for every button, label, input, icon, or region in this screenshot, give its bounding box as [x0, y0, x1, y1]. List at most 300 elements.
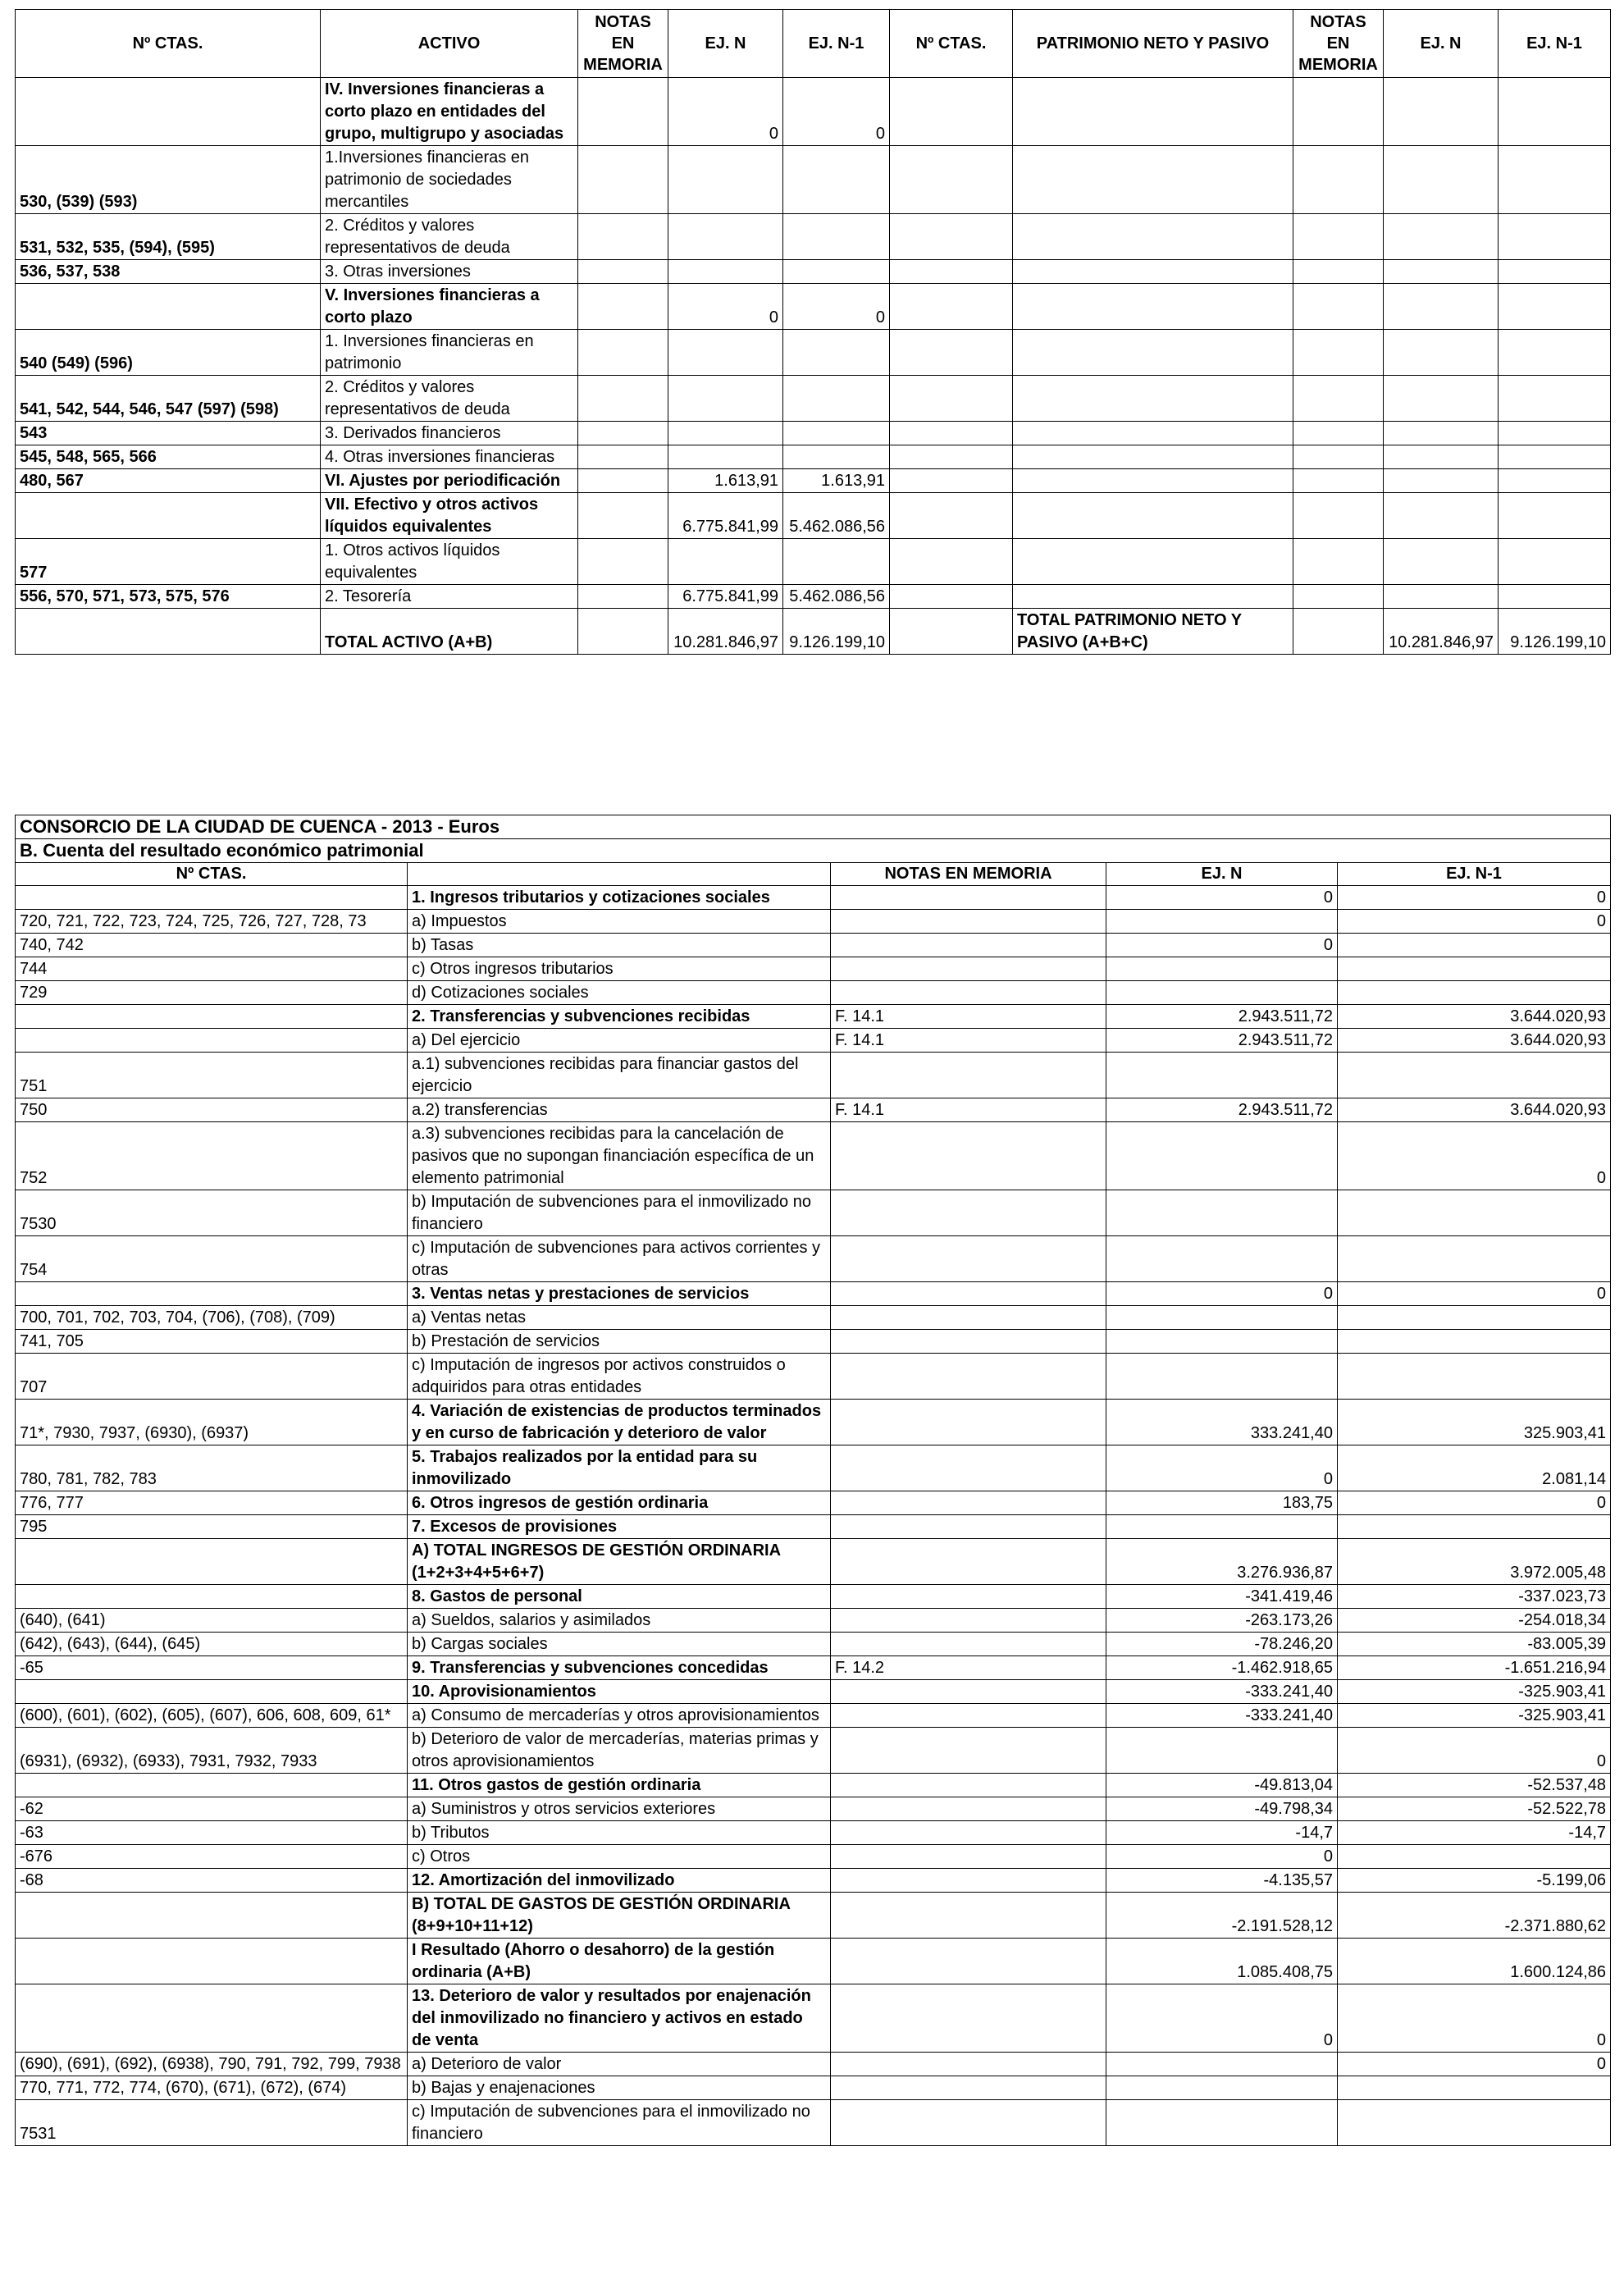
total-notes-cell	[578, 609, 668, 655]
balance-row	[16, 469, 1611, 493]
result-concept: a) Deterioro de valor	[408, 2053, 831, 2076]
liab-notes-cell	[1293, 376, 1384, 422]
value-ej-n1	[783, 260, 890, 284]
liab-account-codes	[890, 493, 1013, 539]
liab-notes-cell	[1293, 445, 1384, 469]
header-notas-left: NOTAS EN MEMORIA	[578, 10, 668, 78]
balance-header-row	[16, 10, 1611, 78]
header-ctas-left: Nº CTAS.	[16, 10, 321, 78]
liab-value-ej-n1	[1499, 493, 1611, 539]
account-codes: (640), (641)	[16, 1609, 408, 1633]
value-ej-n1	[1338, 981, 1611, 1005]
result-row	[16, 1609, 1611, 1633]
liab-value-ej-n1	[1499, 260, 1611, 284]
liab-concept	[1013, 469, 1293, 493]
account-codes: 536, 537, 538	[16, 260, 321, 284]
notes-cell	[831, 1122, 1106, 1190]
notes-cell	[831, 1190, 1106, 1236]
account-codes: 795	[16, 1515, 408, 1539]
account-codes	[16, 1029, 408, 1053]
liab-value-ej-n	[1384, 539, 1499, 585]
notes-cell: F. 14.1	[831, 1029, 1106, 1053]
result-concept: a.3) subvenciones recibidas para la cancelación de pasivos que no supongan financiación específica de un elemento patrimonial	[408, 1122, 831, 1190]
liab-notes-cell	[1293, 493, 1384, 539]
header-ej-n-right: EJ. N	[1384, 10, 1499, 78]
result-row	[16, 1728, 1611, 1774]
liab-account-codes	[890, 330, 1013, 376]
result-header-ctas: Nº CTAS.	[16, 863, 408, 886]
account-codes: (6931), (6932), (6933), 7931, 7932, 7933	[16, 1728, 408, 1774]
liab-value-ej-n	[1384, 146, 1499, 214]
result-concept: c) Imputación de subvenciones para activos corrientes y otras	[408, 1236, 831, 1282]
liab-concept	[1013, 214, 1293, 260]
result-concept: 6. Otros ingresos de gestión ordinaria	[408, 1491, 831, 1515]
notes-cell	[578, 422, 668, 445]
asset-concept: 2. Tesorería	[321, 585, 578, 609]
notes-cell	[831, 1053, 1106, 1098]
total-liab-notes-cell	[1293, 609, 1384, 655]
liab-concept	[1013, 585, 1293, 609]
account-codes: 700, 701, 702, 703, 704, (706), (708), (709)	[16, 1306, 408, 1330]
value-ej-n: 0	[1106, 1282, 1338, 1306]
value-ej-n1	[783, 422, 890, 445]
liab-concept	[1013, 78, 1293, 146]
value-ej-n	[1106, 1330, 1338, 1354]
notes-cell	[831, 2076, 1106, 2100]
liab-account-codes	[890, 422, 1013, 445]
value-ej-n: -333.241,40	[1106, 1704, 1338, 1728]
account-codes: 770, 771, 772, 774, (670), (671), (672), (674)	[16, 2076, 408, 2100]
value-ej-n: -14,7	[1106, 1821, 1338, 1845]
liab-value-ej-n	[1384, 260, 1499, 284]
result-row	[16, 1515, 1611, 1539]
value-ej-n	[668, 146, 783, 214]
asset-concept: 4. Otras inversiones financieras	[321, 445, 578, 469]
notes-cell	[831, 1821, 1106, 1845]
value-ej-n1: 1.613,91	[783, 469, 890, 493]
account-codes: 750	[16, 1098, 408, 1122]
result-row	[16, 1282, 1611, 1306]
value-ej-n: 0	[1106, 1445, 1338, 1491]
notes-cell	[831, 1445, 1106, 1491]
liab-value-ej-n1	[1499, 445, 1611, 469]
result-row	[16, 886, 1611, 910]
result-row	[16, 1098, 1611, 1122]
result-concept: b) Tasas	[408, 934, 831, 957]
balance-row	[16, 214, 1611, 260]
liab-account-codes	[890, 539, 1013, 585]
result-concept: a) Impuestos	[408, 910, 831, 934]
result-concept: b) Bajas y enajenaciones	[408, 2076, 831, 2100]
value-ej-n1: 2.081,14	[1338, 1445, 1611, 1491]
account-codes: 545, 548, 565, 566	[16, 445, 321, 469]
result-subtitle-row	[16, 839, 1611, 863]
value-ej-n1: 0	[783, 284, 890, 330]
value-ej-n: -49.798,34	[1106, 1797, 1338, 1821]
value-ej-n1: 0	[1338, 910, 1611, 934]
value-ej-n: -341.419,46	[1106, 1585, 1338, 1609]
result-header-ej-n: EJ. N	[1106, 863, 1338, 886]
balance-body	[16, 78, 1611, 655]
value-ej-n	[1106, 981, 1338, 1005]
value-ej-n1	[783, 214, 890, 260]
value-ej-n1: 0	[1338, 1491, 1611, 1515]
notes-cell	[831, 1633, 1106, 1656]
account-codes: (642), (643), (644), (645)	[16, 1633, 408, 1656]
value-ej-n: 333.241,40	[1106, 1400, 1338, 1445]
value-ej-n1: 5.462.086,56	[783, 493, 890, 539]
value-ej-n: 0	[668, 284, 783, 330]
account-codes: 556, 570, 571, 573, 575, 576	[16, 585, 321, 609]
account-codes: 480, 567	[16, 469, 321, 493]
value-ej-n1	[1338, 1330, 1611, 1354]
liab-concept	[1013, 330, 1293, 376]
result-row	[16, 1869, 1611, 1893]
account-codes: -62	[16, 1797, 408, 1821]
header-notas-right: NOTAS EN MEMORIA	[1293, 10, 1384, 78]
value-ej-n: 0	[1106, 1984, 1338, 2053]
value-ej-n	[668, 445, 783, 469]
account-codes: 744	[16, 957, 408, 981]
result-concept: c) Imputación de subvenciones para el inmovilizado no financiero	[408, 2100, 831, 2146]
notes-cell	[831, 1539, 1106, 1585]
result-row	[16, 1633, 1611, 1656]
notes-cell	[578, 78, 668, 146]
result-header-row	[16, 863, 1611, 886]
result-header-notas: NOTAS EN MEMORIA	[831, 863, 1106, 886]
value-ej-n	[1106, 2100, 1338, 2146]
liab-concept	[1013, 146, 1293, 214]
notes-cell	[831, 981, 1106, 1005]
notes-cell	[831, 1585, 1106, 1609]
value-ej-n1: -254.018,34	[1338, 1609, 1611, 1633]
liab-value-ej-n1	[1499, 422, 1611, 445]
liab-account-codes	[890, 469, 1013, 493]
asset-concept: 3. Derivados financieros	[321, 422, 578, 445]
header-ej-n1-left: EJ. N-1	[783, 10, 890, 78]
notes-cell	[831, 2100, 1106, 2146]
asset-concept: V. Inversiones financieras a corto plazo	[321, 284, 578, 330]
balance-row	[16, 78, 1611, 146]
value-ej-n: 2.943.511,72	[1106, 1098, 1338, 1122]
result-row	[16, 1939, 1611, 1984]
value-ej-n1	[1338, 1236, 1611, 1282]
account-codes	[16, 1774, 408, 1797]
result-concept: a) Ventas netas	[408, 1306, 831, 1330]
notes-cell	[831, 1704, 1106, 1728]
value-ej-n1: 325.903,41	[1338, 1400, 1611, 1445]
header-ej-n1-right: EJ. N-1	[1499, 10, 1611, 78]
value-ej-n: 0	[668, 78, 783, 146]
result-subtitle: B. Cuenta del resultado económico patrimonial	[16, 839, 1611, 863]
result-concept: 8. Gastos de personal	[408, 1585, 831, 1609]
value-ej-n: 0	[1106, 886, 1338, 910]
notes-cell	[578, 469, 668, 493]
value-ej-n: -78.246,20	[1106, 1633, 1338, 1656]
value-ej-n	[668, 214, 783, 260]
notes-cell	[578, 214, 668, 260]
balance-row	[16, 493, 1611, 539]
result-concept: b) Imputación de subvenciones para el inmovilizado no financiero	[408, 1190, 831, 1236]
liab-value-ej-n	[1384, 445, 1499, 469]
account-codes	[16, 1984, 408, 2053]
notes-cell	[831, 1728, 1106, 1774]
notes-cell	[831, 1869, 1106, 1893]
notes-cell	[578, 146, 668, 214]
notes-cell	[578, 585, 668, 609]
total-account-codes	[16, 609, 321, 655]
value-ej-n: 0	[1106, 1845, 1338, 1869]
account-codes: 776, 777	[16, 1491, 408, 1515]
result-header-ej-n1: EJ. N-1	[1338, 863, 1611, 886]
value-ej-n: 2.943.511,72	[1106, 1029, 1338, 1053]
value-ej-n: -263.173,26	[1106, 1609, 1338, 1633]
value-ej-n1	[1338, 1515, 1611, 1539]
result-row	[16, 1306, 1611, 1330]
asset-concept: 2. Créditos y valores representativos de deuda	[321, 376, 578, 422]
result-row	[16, 1585, 1611, 1609]
account-codes	[16, 284, 321, 330]
liab-notes-cell	[1293, 539, 1384, 585]
value-ej-n: 1.085.408,75	[1106, 1939, 1338, 1984]
notes-cell	[578, 260, 668, 284]
account-codes	[16, 1939, 408, 1984]
result-row	[16, 1774, 1611, 1797]
liab-notes-cell	[1293, 469, 1384, 493]
liab-value-ej-n	[1384, 422, 1499, 445]
result-concept: c) Imputación de ingresos por activos construidos o adquiridos para otras entidades	[408, 1354, 831, 1400]
total-liab-account-codes	[890, 609, 1013, 655]
liab-value-ej-n	[1384, 376, 1499, 422]
value-ej-n1: -5.199,06	[1338, 1869, 1611, 1893]
liab-notes-cell	[1293, 146, 1384, 214]
result-concept: b) Tributos	[408, 1821, 831, 1845]
result-row	[16, 934, 1611, 957]
value-ej-n1: -1.651.216,94	[1338, 1656, 1611, 1680]
account-codes: 530, (539) (593)	[16, 146, 321, 214]
liab-value-ej-n1	[1499, 539, 1611, 585]
value-ej-n: -1.462.918,65	[1106, 1656, 1338, 1680]
account-codes: (690), (691), (692), (6938), 790, 791, 792, 799, 7938	[16, 2053, 408, 2076]
liab-value-ej-n1	[1499, 469, 1611, 493]
result-concept: 4. Variación de existencias de productos terminados y en curso de fabricación y deterioro de valor	[408, 1400, 831, 1445]
value-ej-n: 0	[1106, 934, 1338, 957]
result-body	[16, 815, 1611, 2146]
result-row	[16, 957, 1611, 981]
result-account-table	[15, 815, 1611, 2146]
value-ej-n1: 0	[1338, 2053, 1611, 2076]
value-ej-n1	[1338, 957, 1611, 981]
value-ej-n	[1106, 910, 1338, 934]
liab-value-ej-n1	[1499, 376, 1611, 422]
notes-cell	[831, 1893, 1106, 1939]
result-concept: a) Consumo de mercaderías y otros aprovisionamientos	[408, 1704, 831, 1728]
result-concept: A) TOTAL INGRESOS DE GESTIÓN ORDINARIA (1+2+3+4+5+6+7)	[408, 1539, 831, 1585]
notes-cell	[578, 284, 668, 330]
account-codes	[16, 493, 321, 539]
result-concept: 1. Ingresos tributarios y cotizaciones sociales	[408, 886, 831, 910]
result-concept: B) TOTAL DE GASTOS DE GESTIÓN ORDINARIA (8+9+10+11+12)	[408, 1893, 831, 1939]
value-ej-n: 1.613,91	[668, 469, 783, 493]
notes-cell: F. 14.2	[831, 1656, 1106, 1680]
notes-cell	[831, 886, 1106, 910]
total-pasivo-label: TOTAL PATRIMONIO NETO Y PASIVO (A+B+C)	[1013, 609, 1293, 655]
value-ej-n1: -2.371.880,62	[1338, 1893, 1611, 1939]
liab-value-ej-n	[1384, 585, 1499, 609]
notes-cell	[831, 1491, 1106, 1515]
result-row	[16, 2100, 1611, 2146]
notes-cell	[578, 445, 668, 469]
liab-account-codes	[890, 445, 1013, 469]
account-codes: -676	[16, 1845, 408, 1869]
notes-cell	[831, 1515, 1106, 1539]
notes-cell	[831, 1774, 1106, 1797]
asset-concept: 1.Inversiones financieras en patrimonio de sociedades mercantiles	[321, 146, 578, 214]
notes-cell	[578, 376, 668, 422]
account-codes: 71*, 7930, 7937, (6930), (6937)	[16, 1400, 408, 1445]
value-ej-n	[1106, 1236, 1338, 1282]
value-ej-n	[1106, 1122, 1338, 1190]
account-codes: 7531	[16, 2100, 408, 2146]
value-ej-n	[1106, 1354, 1338, 1400]
result-concept: I Resultado (Ahorro o desahorro) de la gestión ordinaria (A+B)	[408, 1939, 831, 1984]
balance-row	[16, 445, 1611, 469]
liab-notes-cell	[1293, 214, 1384, 260]
value-ej-n1: 0	[1338, 1282, 1611, 1306]
value-ej-n	[1106, 1515, 1338, 1539]
asset-concept: IV. Inversiones financieras a corto plazo en entidades del grupo, multigrupo y asociadas	[321, 78, 578, 146]
value-ej-n1	[1338, 934, 1611, 957]
header-ej-n-left: EJ. N	[668, 10, 783, 78]
result-row	[16, 2053, 1611, 2076]
liab-value-ej-n1	[1499, 330, 1611, 376]
notes-cell	[831, 1330, 1106, 1354]
result-concept: 5. Trabajos realizados por la entidad para su inmovilizado	[408, 1445, 831, 1491]
liab-notes-cell	[1293, 78, 1384, 146]
account-codes: 780, 781, 782, 783	[16, 1445, 408, 1491]
value-ej-n: 3.276.936,87	[1106, 1539, 1338, 1585]
liab-notes-cell	[1293, 284, 1384, 330]
notes-cell	[831, 910, 1106, 934]
liab-account-codes	[890, 585, 1013, 609]
notes-cell: F. 14.1	[831, 1005, 1106, 1029]
notes-cell	[831, 1306, 1106, 1330]
balance-row	[16, 539, 1611, 585]
asset-concept: 3. Otras inversiones	[321, 260, 578, 284]
liab-value-ej-n	[1384, 493, 1499, 539]
notes-cell: F. 14.1	[831, 1098, 1106, 1122]
result-row	[16, 1029, 1611, 1053]
account-codes	[16, 1585, 408, 1609]
result-concept: 10. Aprovisionamientos	[408, 1680, 831, 1704]
value-ej-n	[668, 422, 783, 445]
value-ej-n: -2.191.528,12	[1106, 1893, 1338, 1939]
result-concept: b) Cargas sociales	[408, 1633, 831, 1656]
account-codes: 754	[16, 1236, 408, 1282]
result-row	[16, 1491, 1611, 1515]
result-row	[16, 1190, 1611, 1236]
total-activo-n: 10.281.846,97	[668, 609, 783, 655]
header-activo: ACTIVO	[321, 10, 578, 78]
result-row	[16, 1445, 1611, 1491]
value-ej-n: 6.775.841,99	[668, 585, 783, 609]
notes-cell	[578, 539, 668, 585]
liab-value-ej-n1	[1499, 585, 1611, 609]
value-ej-n1: 0	[1338, 1728, 1611, 1774]
balance-row	[16, 260, 1611, 284]
value-ej-n1: -52.537,48	[1338, 1774, 1611, 1797]
account-codes: 740, 742	[16, 934, 408, 957]
account-codes: 720, 721, 722, 723, 724, 725, 726, 727, 728, 73	[16, 910, 408, 934]
value-ej-n1: 3.644.020,93	[1338, 1029, 1611, 1053]
value-ej-n	[1106, 2076, 1338, 2100]
balance-row	[16, 330, 1611, 376]
balance-sheet-table	[15, 9, 1611, 655]
account-codes: 752	[16, 1122, 408, 1190]
account-codes: -63	[16, 1821, 408, 1845]
value-ej-n	[668, 539, 783, 585]
result-concept: a.2) transferencias	[408, 1098, 831, 1122]
value-ej-n	[1106, 2053, 1338, 2076]
value-ej-n1: -14,7	[1338, 1821, 1611, 1845]
result-concept: b) Prestación de servicios	[408, 1330, 831, 1354]
liab-concept	[1013, 376, 1293, 422]
result-title: CONSORCIO DE LA CIUDAD DE CUENCA - 2013 - Euros	[16, 815, 1611, 839]
result-title-row	[16, 815, 1611, 839]
notes-cell	[831, 1984, 1106, 2053]
notes-cell	[578, 493, 668, 539]
liab-concept	[1013, 445, 1293, 469]
account-codes: 741, 705	[16, 1330, 408, 1354]
result-header-concept	[408, 863, 831, 886]
balance-row	[16, 376, 1611, 422]
asset-concept: 1. Otros activos líquidos equivalentes	[321, 539, 578, 585]
result-row	[16, 1539, 1611, 1585]
value-ej-n	[668, 376, 783, 422]
result-concept: 9. Transferencias y subvenciones concedidas	[408, 1656, 831, 1680]
value-ej-n1: -83.005,39	[1338, 1633, 1611, 1656]
liab-account-codes	[890, 146, 1013, 214]
asset-concept: VI. Ajustes por periodificación	[321, 469, 578, 493]
value-ej-n1	[783, 445, 890, 469]
liab-account-codes	[890, 376, 1013, 422]
notes-cell	[831, 1354, 1106, 1400]
result-row	[16, 910, 1611, 934]
value-ej-n1: 1.600.124,86	[1338, 1939, 1611, 1984]
result-concept: a) Del ejercicio	[408, 1029, 831, 1053]
total-activo-label: TOTAL ACTIVO (A+B)	[321, 609, 578, 655]
header-ctas-right: Nº CTAS.	[890, 10, 1013, 78]
result-concept: b) Deterioro de valor de mercaderías, materias primas y otros aprovisionamientos	[408, 1728, 831, 1774]
result-row	[16, 981, 1611, 1005]
result-row	[16, 1236, 1611, 1282]
value-ej-n1: 3.972.005,48	[1338, 1539, 1611, 1585]
value-ej-n: 183,75	[1106, 1491, 1338, 1515]
account-codes: 577	[16, 539, 321, 585]
value-ej-n	[668, 260, 783, 284]
account-codes: 543	[16, 422, 321, 445]
liab-concept	[1013, 493, 1293, 539]
notes-cell	[831, 1400, 1106, 1445]
value-ej-n: -333.241,40	[1106, 1680, 1338, 1704]
liab-value-ej-n1	[1499, 78, 1611, 146]
notes-cell	[831, 1236, 1106, 1282]
result-concept: 7. Excesos de provisiones	[408, 1515, 831, 1539]
account-codes: 531, 532, 535, (594), (595)	[16, 214, 321, 260]
notes-cell	[831, 2053, 1106, 2076]
total-pasivo-n: 10.281.846,97	[1384, 609, 1499, 655]
result-concept: c) Otros	[408, 1845, 831, 1869]
